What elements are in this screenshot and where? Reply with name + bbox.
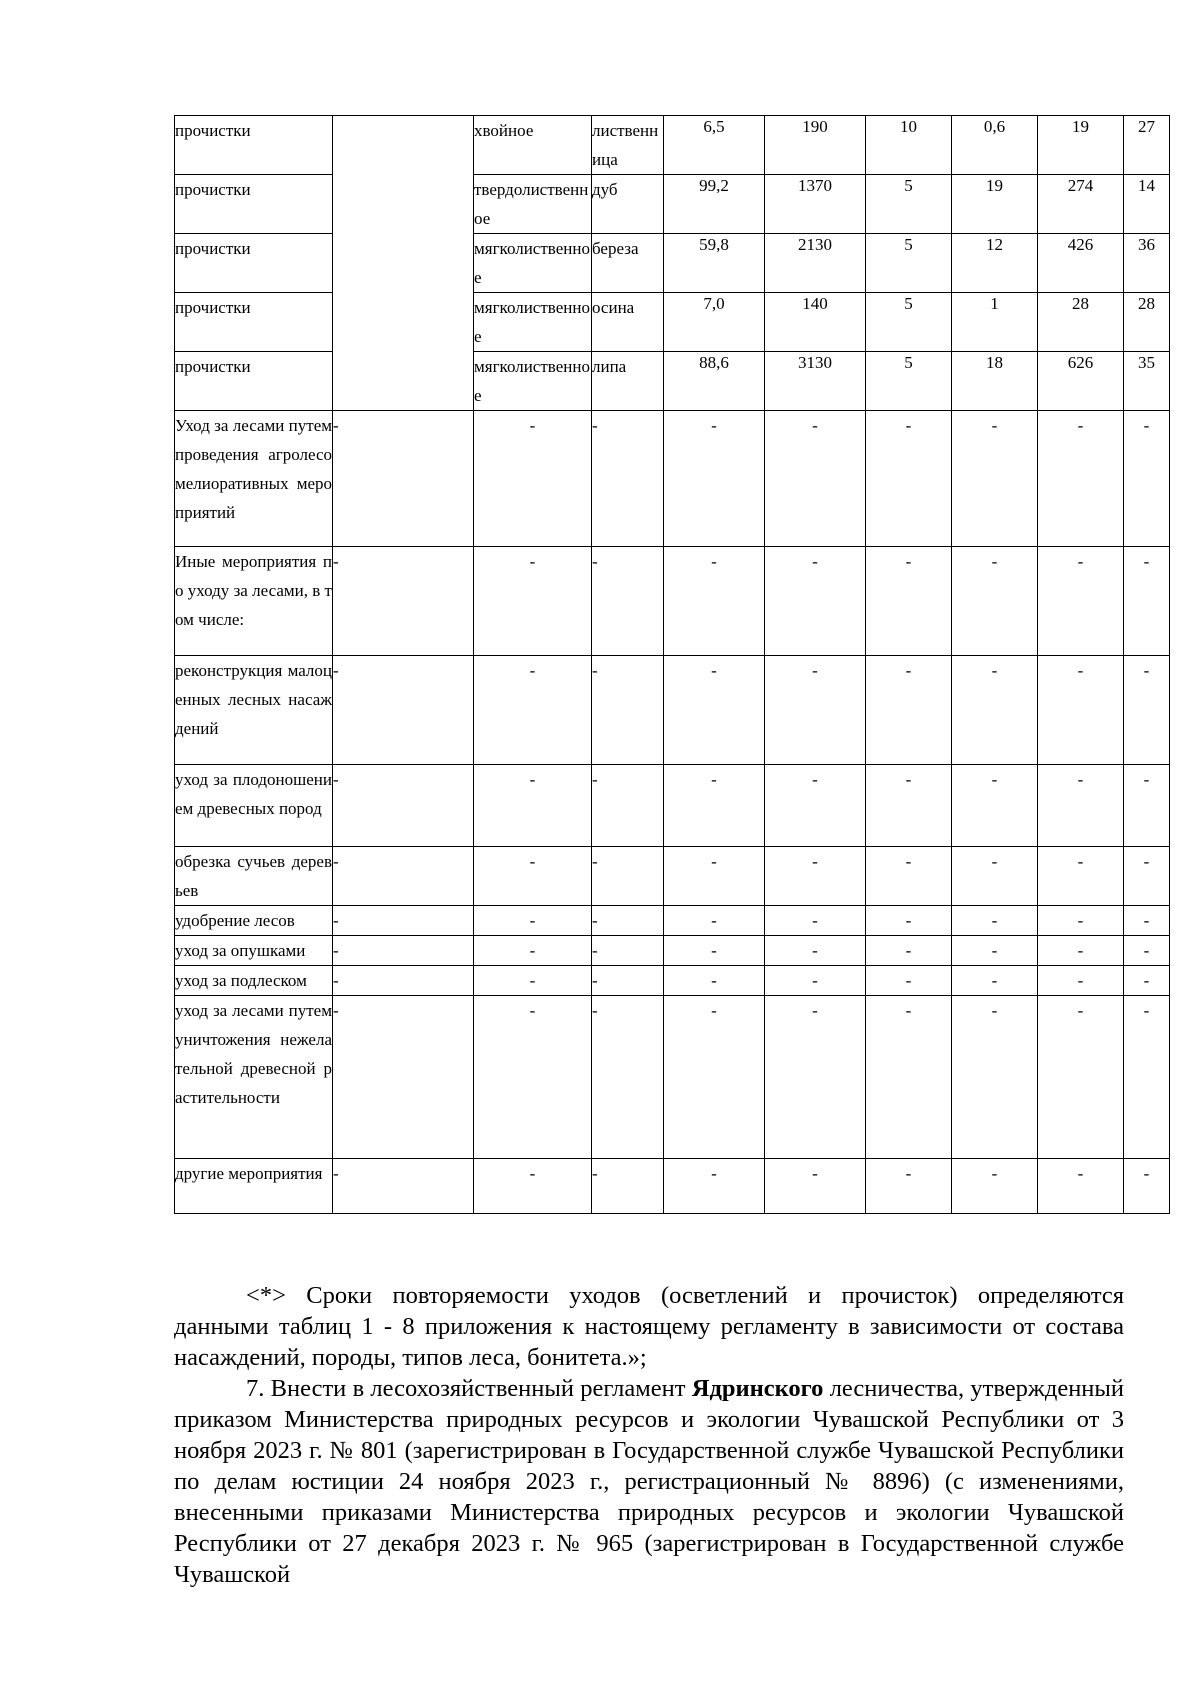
dash-cell: - <box>952 966 1038 996</box>
dash-cell: - <box>333 1159 474 1214</box>
value-v4: 1 <box>952 293 1038 352</box>
value-v3: 5 <box>866 352 952 411</box>
dash-cell: - <box>765 906 866 936</box>
dash-cell: - <box>866 765 952 847</box>
dash-cell: - <box>1038 1159 1124 1214</box>
dash-cell: - <box>474 847 592 906</box>
dash-cell: - <box>333 765 474 847</box>
dash-cell: - <box>333 656 474 765</box>
footnote <box>174 1280 1124 1373</box>
dash-cell: - <box>1124 656 1170 765</box>
dash-cell: - <box>952 656 1038 765</box>
forest-kind: твердолиственное <box>474 175 592 234</box>
dash-cell: - <box>1124 936 1170 966</box>
dash-cell: - <box>952 906 1038 936</box>
table-row <box>175 547 1170 656</box>
value-v6: 28 <box>1124 293 1170 352</box>
value-v2: 3130 <box>765 352 866 411</box>
dash-cell: - <box>474 411 592 547</box>
item-7-lead: 7. Внести в лесохозяйственный регламент <box>246 1375 692 1402</box>
dash-cell: - <box>664 411 765 547</box>
value-v1: 99,2 <box>664 175 765 234</box>
value-v3: 5 <box>866 293 952 352</box>
dash-cell: - <box>333 847 474 906</box>
dash-cell: - <box>866 411 952 547</box>
dash-cell: - <box>333 906 474 936</box>
dash-cell: - <box>1124 411 1170 547</box>
dash-cell: - <box>1038 906 1124 936</box>
dash-cell: - <box>1038 765 1124 847</box>
row-name: Иные мероприятия по уходу за лесами, в том числе: <box>175 547 333 656</box>
dash-cell: - <box>952 996 1038 1159</box>
dash-cell: - <box>765 1159 866 1214</box>
dash-cell: - <box>1124 547 1170 656</box>
value-v3: 5 <box>866 175 952 234</box>
dash-cell: - <box>333 966 474 996</box>
dash-cell: - <box>1124 906 1170 936</box>
value-v5: 28 <box>1038 293 1124 352</box>
table-row <box>175 996 1170 1159</box>
dash-cell: - <box>664 906 765 936</box>
dash-cell: - <box>664 996 765 1159</box>
dash-cell: - <box>1124 996 1170 1159</box>
dash-cell: - <box>474 765 592 847</box>
value-v4: 18 <box>952 352 1038 411</box>
table-row <box>175 352 1170 411</box>
value-v5: 626 <box>1038 352 1124 411</box>
forest-kind: мягколиственное <box>474 352 592 411</box>
dash-cell: - <box>1038 966 1124 996</box>
row-name: прочистки <box>175 116 333 175</box>
dash-cell: - <box>664 847 765 906</box>
value-v3: 5 <box>866 234 952 293</box>
value-v6: 35 <box>1124 352 1170 411</box>
dash-cell: - <box>952 547 1038 656</box>
value-v2: 2130 <box>765 234 866 293</box>
item-7-text <box>174 1373 1124 1590</box>
footnote-text: <*> Сроки повторяемости уходов (осветлений и прочисток) определяются данными таблиц 1 - 8 приложения к настоящему регламенту в зависимости от состава насаждений, породы, типов леса, бонитета.»; <box>174 1282 1124 1371</box>
dash-cell: - <box>592 547 664 656</box>
tree-species: береза <box>592 234 664 293</box>
dash-cell: - <box>333 547 474 656</box>
dash-cell: - <box>333 936 474 966</box>
dash-cell: - <box>592 765 664 847</box>
value-v1: 88,6 <box>664 352 765 411</box>
value-v1: 7,0 <box>664 293 765 352</box>
dash-cell: - <box>1038 656 1124 765</box>
dash-cell: - <box>664 936 765 966</box>
dash-cell: - <box>866 656 952 765</box>
dash-cell: - <box>333 996 474 1159</box>
row-name: удобрение лесов <box>175 906 333 936</box>
row-name: обрезка сучьев деревьев <box>175 847 333 906</box>
row-name: Уход за лесами путем проведения агролесомелиоративных мероприятий <box>175 411 333 547</box>
table-row <box>175 936 1170 966</box>
dash-cell: - <box>866 547 952 656</box>
dash-cell: - <box>1124 765 1170 847</box>
item-7-bold: Ядринского <box>691 1375 824 1402</box>
dash-cell: - <box>1124 847 1170 906</box>
dash-cell: - <box>1038 996 1124 1159</box>
dash-cell: - <box>952 936 1038 966</box>
dash-cell: - <box>765 847 866 906</box>
dash-cell: - <box>1038 411 1124 547</box>
tree-species: липа <box>592 352 664 411</box>
table-row <box>175 765 1170 847</box>
forest-kind: мягколиственное <box>474 234 592 293</box>
value-v1: 6,5 <box>664 116 765 175</box>
row-name: другие мероприятия <box>175 1159 333 1214</box>
value-v5: 19 <box>1038 116 1124 175</box>
dash-cell: - <box>474 906 592 936</box>
dash-cell: - <box>474 966 592 996</box>
table-row <box>175 293 1170 352</box>
tree-species: дуб <box>592 175 664 234</box>
value-v1: 59,8 <box>664 234 765 293</box>
dash-cell: - <box>474 936 592 966</box>
row-name: прочистки <box>175 293 333 352</box>
tree-species: осина <box>592 293 664 352</box>
dash-cell: - <box>664 1159 765 1214</box>
dash-cell: - <box>952 765 1038 847</box>
dash-cell: - <box>866 906 952 936</box>
table-row <box>175 175 1170 234</box>
dash-cell: - <box>952 1159 1038 1214</box>
dash-cell: - <box>866 996 952 1159</box>
row-name: уход за плодоношением древесных пород <box>175 765 333 847</box>
dash-cell: - <box>664 547 765 656</box>
dash-cell: - <box>592 996 664 1159</box>
table-row <box>175 966 1170 996</box>
dash-cell: - <box>765 996 866 1159</box>
dash-cell: - <box>765 547 866 656</box>
dash-cell: - <box>866 936 952 966</box>
value-v6: 36 <box>1124 234 1170 293</box>
dash-cell: - <box>866 847 952 906</box>
value-v4: 12 <box>952 234 1038 293</box>
value-v3: 10 <box>866 116 952 175</box>
row-name: уход за опушками <box>175 936 333 966</box>
dash-cell: - <box>765 656 866 765</box>
forest-kind: хвойное <box>474 116 592 175</box>
dash-cell: - <box>592 847 664 906</box>
dash-cell: - <box>1124 966 1170 996</box>
item-7-rest: лесничества, утвержденный приказом Министерства природных ресурсов и экологии Чувашской Республики от 3 ноября 2023 г. № 801 (зарегистрирован в Государственной службе Чувашской Республики по делам юстиции 24 ноября 2023 г., регистрационный № 8896) (с изменениями, внесенными приказами Министерства природных ресурсов и экологии Чувашской Республики от 27 декабря 2023 г. № 965 (зарегистрирован в Государственной службе Чувашской <box>174 1375 1124 1588</box>
value-v2: 1370 <box>765 175 866 234</box>
dash-cell: - <box>1124 1159 1170 1214</box>
tree-species: лиственница <box>592 116 664 175</box>
value-v2: 190 <box>765 116 866 175</box>
dash-cell: - <box>952 411 1038 547</box>
value-v6: 14 <box>1124 175 1170 234</box>
value-v6: 27 <box>1124 116 1170 175</box>
value-v2: 140 <box>765 293 866 352</box>
table-body <box>175 116 1170 1214</box>
dash-cell: - <box>866 966 952 996</box>
value-v4: 19 <box>952 175 1038 234</box>
dash-cell: - <box>664 765 765 847</box>
dash-cell: - <box>592 936 664 966</box>
row-name: реконструкция малоценных лесных насаждений <box>175 656 333 765</box>
dash-cell: - <box>1038 847 1124 906</box>
item-7-paragraph <box>174 1373 1124 1590</box>
dash-cell: - <box>592 1159 664 1214</box>
dash-cell: - <box>474 656 592 765</box>
dash-cell: - <box>664 656 765 765</box>
dash-cell: - <box>592 656 664 765</box>
value-v5: 274 <box>1038 175 1124 234</box>
table-row <box>175 411 1170 547</box>
merged-empty-cell <box>333 116 474 411</box>
dash-cell: - <box>474 996 592 1159</box>
value-v5: 426 <box>1038 234 1124 293</box>
table-row <box>175 847 1170 906</box>
dash-cell: - <box>592 906 664 936</box>
dash-cell: - <box>474 547 592 656</box>
forest-kind: мягколиственное <box>474 293 592 352</box>
row-name: уход за лесами путем уничтожения нежелательной древесной растительности <box>175 996 333 1159</box>
row-name: прочистки <box>175 234 333 293</box>
table-row <box>175 906 1170 936</box>
table-row <box>175 656 1170 765</box>
dash-cell: - <box>592 966 664 996</box>
table-row <box>175 234 1170 293</box>
table-row <box>175 1159 1170 1214</box>
dash-cell: - <box>664 966 765 996</box>
dash-cell: - <box>1038 936 1124 966</box>
table-row <box>175 116 1170 175</box>
value-v4: 0,6 <box>952 116 1038 175</box>
dash-cell: - <box>333 411 474 547</box>
forest-care-table <box>174 115 1170 1214</box>
dash-cell: - <box>765 966 866 996</box>
row-name: уход за подлеском <box>175 966 333 996</box>
dash-cell: - <box>592 411 664 547</box>
dash-cell: - <box>765 411 866 547</box>
dash-cell: - <box>866 1159 952 1214</box>
dash-cell: - <box>1038 547 1124 656</box>
dash-cell: - <box>765 765 866 847</box>
row-name: прочистки <box>175 175 333 234</box>
row-name: прочистки <box>175 352 333 411</box>
dash-cell: - <box>765 936 866 966</box>
dash-cell: - <box>474 1159 592 1214</box>
dash-cell: - <box>952 847 1038 906</box>
